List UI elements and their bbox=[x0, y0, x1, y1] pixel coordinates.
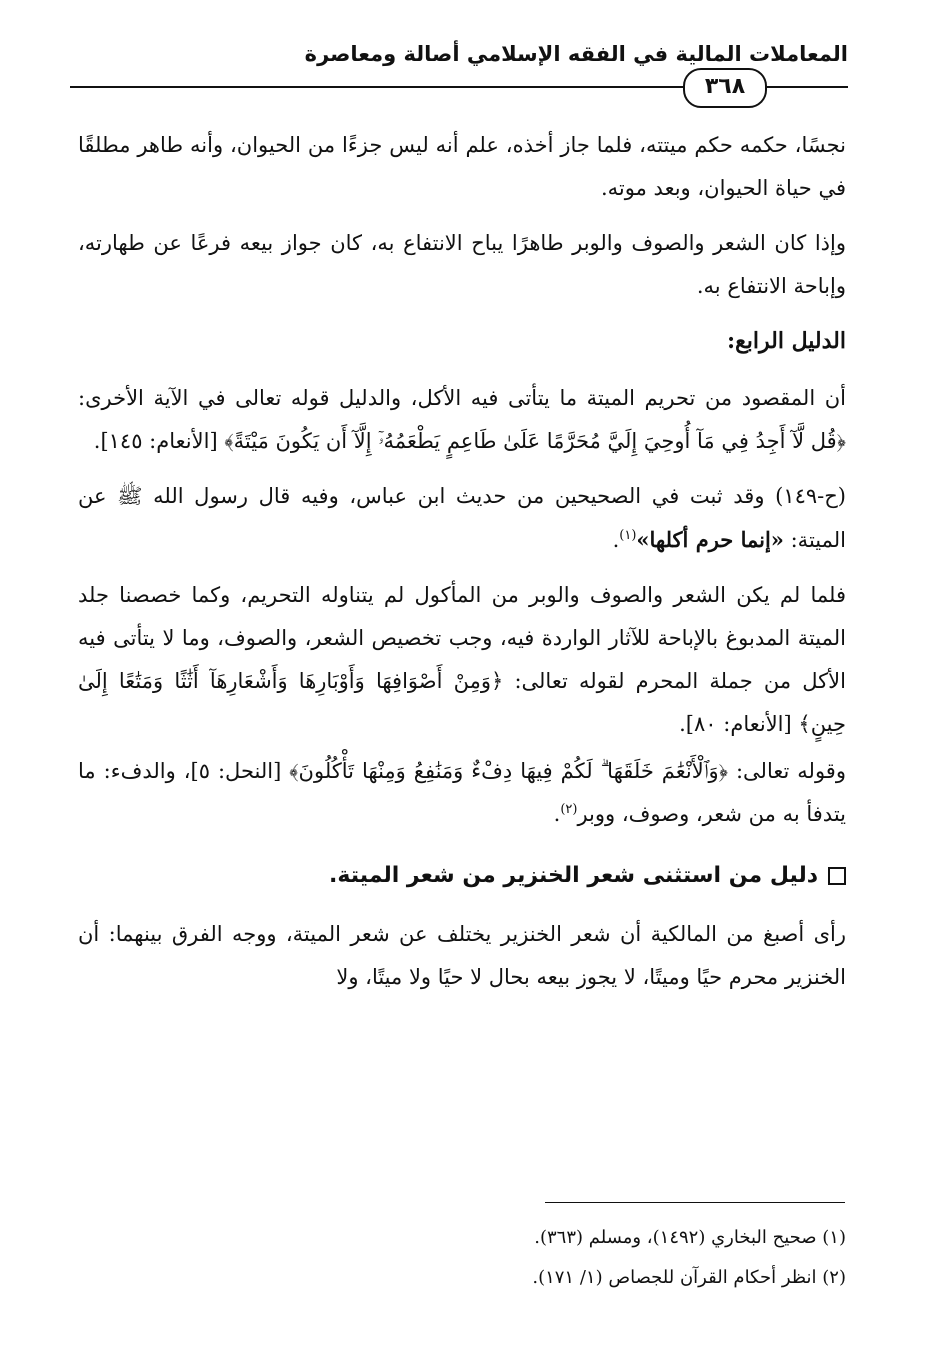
paragraph-1: نجسًا، حكمه حكم ميتته، فلما جاز أخذه، علم أنه ليس جزءًا من الحيوان، وأنه طاهر مطلقًا في حياة الحيوان، وبعد موته. bbox=[78, 133, 846, 200]
quran-verse-anam-145: ﴿قُل لَّآ أَجِدُ فِي مَآ أُوحِيَ إِلَيَّ مُحَرَّمًا عَلَىٰ طَاعِمٍ يَطْعَمُهُۥٓ إِلَّآ أَن يَكُونَ مَيْتَةً﴾ bbox=[224, 429, 846, 453]
paragraph-6-text: وقوله تعالى: bbox=[735, 759, 846, 783]
paragraph-2: وإذا كان الشعر والصوف والوبر طاهرًا يباح الانتفاع به، كان جواز بيعه فرعًا عن طهارته، وإباحة الانتفاع به. bbox=[78, 231, 846, 298]
square-bullet-icon bbox=[828, 867, 846, 885]
verse-reference-anam-145: [الأنعام: ١٤٥]. bbox=[93, 429, 218, 453]
paragraph-5-text: فلما لم يكن الشعر والصوف والوبر من المأكول لم يتناوله التحريم، وكما خصصنا جلد الميتة المدبوغ بالإباحة للآثار الواردة فيه، وجب تخصيص الشعر، والصوف، وما لا يتأتى فيه الأكل من جملة المحرم لقوله تعالى: bbox=[78, 583, 846, 693]
footnotes bbox=[78, 1218, 846, 1298]
verse-reference-anam-80: [الأنعام: ٨٠]. bbox=[679, 712, 792, 736]
paragraph-6-end: . bbox=[553, 802, 561, 826]
paragraph-6-explanation: [النحل: ٥]، والدفء: ما يتدفأ به من شعر، وصوف، ووبر bbox=[78, 759, 846, 826]
paragraph-5 bbox=[78, 574, 846, 746]
footnote-2: (٢) انظر أحكام القرآن للجصاص (١/ ١٧١). bbox=[532, 1267, 846, 1288]
body-text bbox=[78, 124, 846, 1011]
running-title: المعاملات المالية في الفقه الإسلامي أصالة ومعاصرة bbox=[304, 42, 848, 66]
paragraph-6 bbox=[78, 750, 846, 836]
page-number: ٣٦٨ bbox=[683, 68, 767, 108]
paragraph-3-text: أن المقصود من تحريم الميتة ما يتأتى فيه الأكل، والدليل قوله تعالى في الآية الأخرى: bbox=[78, 386, 846, 410]
section-heading bbox=[78, 854, 846, 897]
paragraph-4: (ح-١٤٩) وقد ثبت في الصحيحين من حديث ابن عباس، وفيه قال رسول الله ﷺ عن الميتة: «إنما حرم أكلها»$^{(١)}$. bbox=[78, 484, 846, 552]
section-heading-text: دليل من استثنى شعر الخنزير من شعر الميتة. bbox=[329, 863, 818, 888]
footnote-marker-1: (١) bbox=[619, 528, 637, 543]
fourth-evidence-heading: الدليل الرابع: bbox=[726, 328, 846, 354]
paragraph-3 bbox=[78, 377, 846, 463]
footnote-rule bbox=[545, 1202, 845, 1203]
paragraph-4-text: (ح-١٤٩) وقد ثبت في الصحيحين من حديث ابن عباس، وفيه قال رسول الله ﷺ عن الميتة: bbox=[78, 484, 846, 552]
quran-verse-nahl-5: ﴿وَٱلْأَنْعَٰمَ خَلَقَهَا ۗ لَكُمْ فِيهَا دِفْءٌ وَمَنَٰفِعُ وَمِنْهَا تَأْكُلُونَ﴾ bbox=[289, 759, 728, 783]
paragraph-7: رأى أصبغ من المالكية أن شعر الخنزير يختلف عن شعر الميتة، ووجه الفرق بينهما: أن الخنزير محرم حيًا وميتًا، لا يجوز بيعه بحال لا حيًا ولا ميتًا، ولا bbox=[78, 922, 846, 989]
footnote-marker-2: (٢) bbox=[560, 802, 578, 817]
hadith-quote: «إنما حرم أكلها» bbox=[636, 527, 784, 552]
quran-verse-anam-80: ﴿وَمِنْ أَصْوَافِهَا وَأَوْبَارِهَا وَأَشْعَارِهَآ أَثَٰثًا وَمَتَٰعًا إِلَىٰ حِينٍ﴾ bbox=[78, 669, 846, 736]
footnote-1: (١) صحيح البخاري (١٤٩٢)، ومسلم (٣٦٣). bbox=[534, 1227, 846, 1248]
